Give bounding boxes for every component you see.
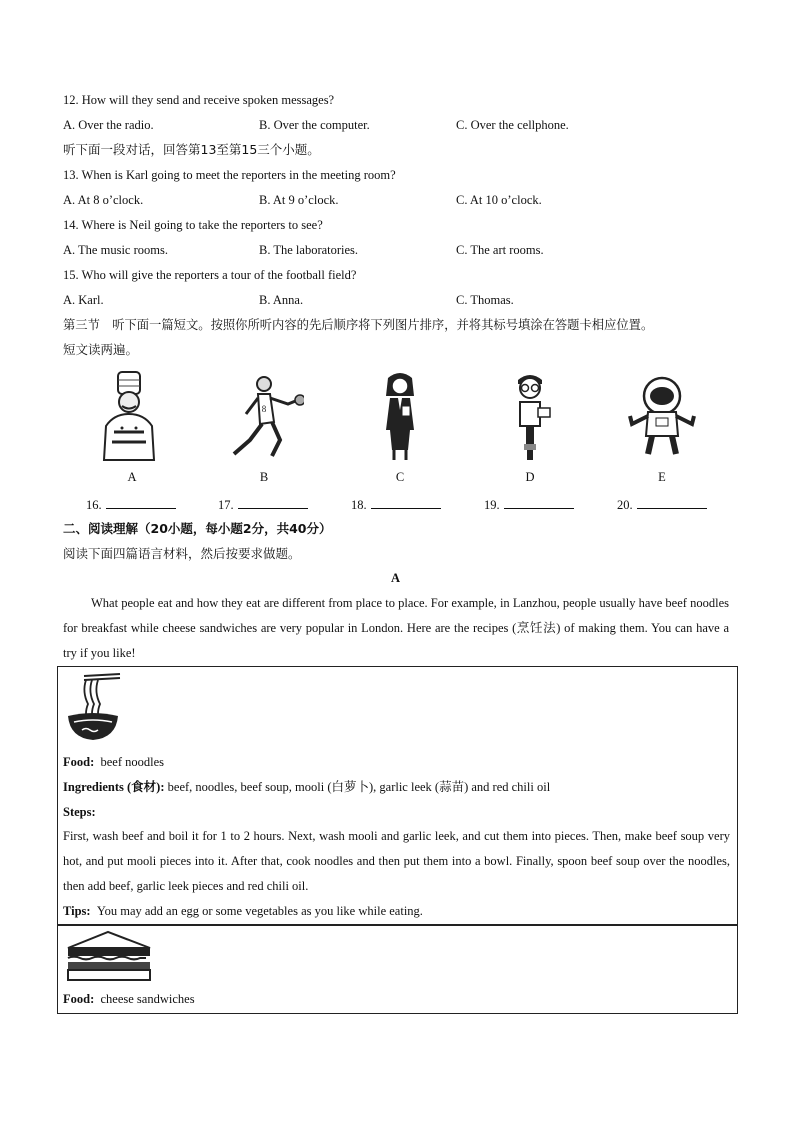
section3-instruction-cont: 短文读两遍。 [63, 342, 139, 357]
recipe1-ingredients [63, 775, 730, 800]
blank-number: 17. [218, 498, 234, 512]
blank-line[interactable] [371, 496, 441, 509]
chef-icon [92, 370, 172, 462]
blank-line[interactable] [106, 496, 176, 509]
picture-label-b: B [259, 470, 269, 484]
question-12-option-c[interactable]: C. Over the cellphone. [456, 118, 569, 132]
answer-blank-18[interactable] [351, 496, 441, 513]
question-14-stem: 14. Where is Neil going to take the reporters to see? [63, 218, 323, 232]
blank-line[interactable] [504, 496, 574, 509]
blank-line[interactable] [238, 496, 308, 509]
noodle-bowl-icon [64, 672, 122, 744]
food-value: beef noodles [100, 755, 165, 769]
question-12-option-b[interactable]: B. Over the computer. [259, 118, 370, 132]
ingredients-value: beef, noodles, beef soup, mooli (白萝卜), garlic leek (蒜苗) and red chili oil [167, 780, 551, 794]
astronaut-icon [622, 370, 702, 462]
man-with-glasses-icon [490, 370, 570, 462]
blank-number: 16. [86, 498, 102, 512]
woman-reporter-icon [360, 370, 440, 462]
basketball-player-icon [224, 370, 304, 462]
question-13-option-b[interactable]: B. At 9 o’clock. [259, 193, 339, 207]
question-12-stem: 12. How will they send and receive spoken messages? [63, 93, 335, 107]
passage-a-heading: A [391, 571, 401, 585]
picture-label-c: C [395, 470, 405, 484]
recipe1-food [63, 750, 730, 775]
answer-blank-19[interactable] [484, 496, 574, 513]
blank-line[interactable] [637, 496, 707, 509]
picture-label-a: A [127, 470, 137, 484]
blank-number: 18. [351, 498, 367, 512]
recipe1-tips [63, 899, 730, 924]
dialogue-instruction: 听下面一段对话，回答第13至第15三个小题。 [63, 142, 320, 157]
question-15-option-b[interactable]: B. Anna. [259, 293, 304, 307]
answer-blank-20[interactable] [617, 496, 707, 513]
passage-a-text: What people eat and how they eat are different from place to place. For example, in Lanzhou, people usually have beef noodles for breakfast while cheese sandwiches are very popular in London. Here are the recipes (烹饪法) of making them. You can have a try if you like! [63, 596, 729, 660]
question-15-option-a[interactable]: A. Karl. [63, 293, 104, 307]
recipe1-steps: First, wash beef and boil it for 1 to 2 hours. Next, wash mooli and garlic leek, and cut them into pieces. Then, make beef soup very hot, and put mooli pieces into it. After that, cook noodles and then put them into a bowl. Finally, spoon beef soup over the noodles, then add beef, garlic leek pieces and red chili oil. [63, 829, 730, 893]
ingredients-label: Ingredients (食材): [63, 780, 165, 794]
picture-label-e: E [658, 470, 666, 484]
blank-number: 19. [484, 498, 500, 512]
answer-blank-17[interactable] [218, 496, 308, 513]
part2-instruction: 阅读下面四篇语言材料，然后按要求做题。 [63, 546, 301, 561]
sandwich-icon [64, 928, 154, 984]
part2-title: 二、阅读理解（20小题，每小题2分，共40分） [63, 521, 332, 536]
question-13-option-c[interactable]: C. At 10 o’clock. [456, 193, 542, 207]
question-15-option-c[interactable]: C. Thomas. [456, 293, 514, 307]
question-14-option-a[interactable]: A. The music rooms. [63, 243, 168, 257]
tips-value: You may add an egg or some vegetables as you like while eating. [96, 904, 423, 918]
picture-label-d: D [525, 470, 535, 484]
answer-blank-16[interactable] [86, 496, 176, 513]
question-14-option-c[interactable]: C. The art rooms. [456, 243, 544, 257]
food-label: Food: [63, 755, 95, 769]
tips-label: Tips: [63, 904, 91, 918]
question-14-option-b[interactable]: B. The laboratories. [259, 243, 359, 257]
food-value: cheese sandwiches [100, 992, 195, 1006]
svg-text:8: 8 [261, 404, 267, 414]
recipe1-steps-label: Steps: [63, 805, 96, 819]
recipe2-food [63, 987, 730, 1012]
food-label: Food: [63, 992, 95, 1006]
question-12-option-a[interactable]: A. Over the radio. [63, 118, 154, 132]
question-15-stem: 15. Who will give the reporters a tour of the football field? [63, 268, 357, 282]
blank-number: 20. [617, 498, 633, 512]
question-13-option-a[interactable]: A. At 8 o’clock. [63, 193, 144, 207]
question-13-stem: 13. When is Karl going to meet the reporters in the meeting room? [63, 168, 396, 182]
section3-instruction: 第三节 听下面一篇短文。按照你所听内容的先后顺序将下列图片排序，并将其标号填涂在答题卡相应位置。 [63, 318, 654, 332]
